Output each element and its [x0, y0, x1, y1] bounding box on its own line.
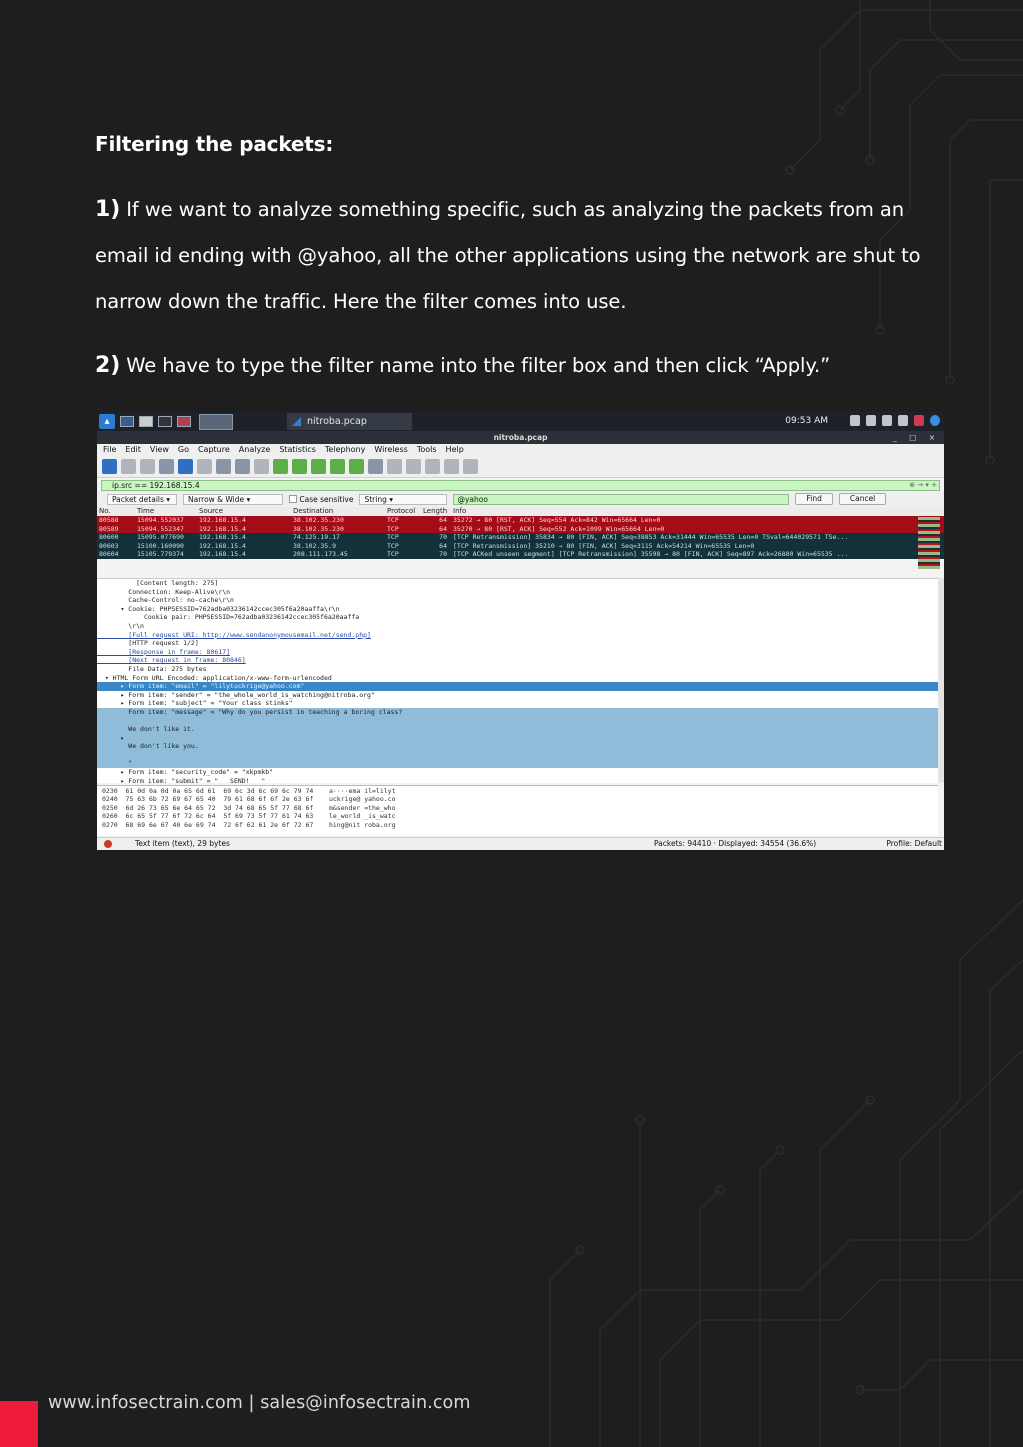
cancel-button[interactable]: Cancel	[839, 493, 886, 505]
menu-item-capture[interactable]: Capture	[197, 445, 230, 454]
detail-line[interactable]: Cache-Control: no-cache\r\n	[97, 596, 234, 605]
packet-cell-len: 64	[439, 541, 447, 550]
packet-cell-src: 192.168.15.4	[199, 550, 246, 558]
column-header[interactable]: Length	[423, 507, 448, 515]
detail-line[interactable]: File Data: 275 bytes	[97, 664, 207, 673]
menu-item-edit[interactable]: Edit	[125, 445, 141, 454]
find-type-value: String	[364, 494, 387, 504]
menu-item-telephony[interactable]: Telephony	[324, 445, 366, 454]
packet-list	[97, 516, 944, 559]
go-forward-icon[interactable]	[292, 459, 307, 474]
find-width-select[interactable]: Narrow & Wide ▾	[183, 494, 283, 505]
file-manager-icon[interactable]	[139, 416, 153, 427]
capture-options-icon[interactable]	[159, 459, 174, 474]
zoom-out-icon[interactable]	[425, 459, 440, 474]
packet-cell-src: 192.168.15.4	[199, 516, 246, 524]
packet-cell-no: 80600	[99, 533, 119, 541]
detail-line	[97, 717, 938, 726]
section-heading: Filtering the packets:	[95, 132, 334, 156]
detail-line[interactable]: [Response in frame: 80617]	[97, 647, 231, 656]
packet-minimap[interactable]	[918, 517, 940, 569]
stop-capture-icon[interactable]	[121, 459, 136, 474]
packet-cell-info: 35270 → 80 [RST, ACK] Seq=552 Ack=1099 Win=65664 Len=0	[453, 524, 665, 533]
packet-cell-info: 35272 → 80 [RST, ACK] Seq=554 Ack=842 Win=65664 Len=0	[453, 516, 661, 524]
packet-cell-time: 15100.160090	[137, 541, 184, 550]
packet-cell-dst: 38.102.35.9	[293, 541, 337, 550]
main-toolbar	[97, 456, 944, 478]
packet-cell-time: 15105.779374	[137, 550, 184, 558]
notification-bell-icon[interactable]	[882, 415, 892, 426]
packet-cell-len: 70	[439, 550, 447, 558]
packet-cell-proto: TCP	[387, 516, 399, 524]
packet-cell-dst: 74.125.19.17	[293, 533, 340, 541]
packet-cell-proto: TCP	[387, 541, 399, 550]
column-header[interactable]: Destination	[293, 507, 334, 515]
packet-cell-len: 70	[439, 533, 447, 541]
packet-row[interactable]	[97, 516, 944, 525]
display-filter-input[interactable]	[101, 480, 940, 491]
detail-line[interactable]: Cookie pair: PHPSESSID=762adba03236142ccec305f6a20aaffa	[97, 613, 360, 622]
menu-item-file[interactable]: File	[103, 445, 117, 454]
packet-cell-info: [TCP ACKed unseen segment] [TCP Retransmission] 35598 → 80 [FIN, ACK] Seq=897 Ack=26880 Win=65535 ...	[453, 550, 849, 558]
packet-cell-proto: TCP	[387, 550, 399, 558]
step-number-1: 1)	[95, 197, 121, 222]
autoscroll-icon[interactable]	[368, 459, 383, 474]
wireshark-screenshot	[97, 412, 944, 850]
save-file-icon[interactable]	[197, 459, 212, 474]
system-tray	[850, 415, 940, 426]
resize-columns-icon[interactable]	[463, 459, 478, 474]
clock: 09:53 AM	[785, 416, 828, 426]
last-packet-icon[interactable]	[349, 459, 364, 474]
step-number-2: 2)	[95, 353, 121, 378]
packet-cell-dst: 208.111.173.45	[293, 550, 348, 558]
packet-details-pane	[97, 578, 938, 783]
detail-line: Form item: "message" = "Why do you persist in teaching a boring class?	[97, 707, 403, 716]
power-icon[interactable]	[930, 415, 940, 426]
volume-icon[interactable]	[866, 415, 876, 426]
packet-cell-time: 15094.552347	[137, 524, 184, 533]
find-scope-value: Packet details	[112, 494, 164, 504]
packet-row[interactable]	[97, 550, 944, 559]
display-icon[interactable]	[850, 415, 860, 426]
find-bar	[97, 491, 944, 507]
find-width-value: Narrow & Wide	[188, 494, 245, 504]
close-file-icon[interactable]	[216, 459, 231, 474]
packet-cell-info: [TCP Retransmission] 35210 → 80 [FIN, ACK] Seq=3115 Ack=54214 Win=65535 Len=0	[453, 541, 755, 550]
status-left-text: Text item (text), 29 bytes	[135, 839, 230, 848]
packet-cell-no: 80603	[99, 541, 119, 550]
taskbar-window-button[interactable]	[287, 413, 412, 430]
packet-cell-time: 15094.552037	[137, 516, 184, 524]
column-header[interactable]: Protocol	[387, 507, 416, 515]
packet-cell-no: 80588	[99, 516, 119, 524]
footer-contact: www.infosectrain.com | sales@infosectrain.com	[48, 1393, 471, 1413]
find-button[interactable]: Find	[795, 493, 832, 505]
detail-line[interactable]: \r\n	[97, 621, 144, 630]
detail-line[interactable]: [Next request in frame: 80846]	[97, 656, 246, 665]
column-header[interactable]: Source	[199, 507, 224, 515]
find-search-input[interactable]: @yahoo	[453, 494, 789, 505]
zoom-normal-icon[interactable]	[444, 459, 459, 474]
detail-line[interactable]: [Content length: 275]	[97, 579, 219, 587]
active-workspace[interactable]	[199, 414, 233, 430]
colorize-icon[interactable]	[387, 459, 402, 474]
menu-item-go[interactable]: Go	[177, 445, 189, 454]
detail-line[interactable]: ▾ Cookie: PHPSESSID=762adba03236142ccec305f6a20aaffa\r\n	[97, 604, 340, 613]
display-filter-value: ip.src == 192.168.15.4	[112, 481, 200, 490]
zoom-in-icon[interactable]	[406, 459, 421, 474]
menu-item-analyze[interactable]: Analyze	[238, 445, 271, 454]
packet-cell-src: 192.168.15.4	[199, 533, 246, 541]
column-header[interactable]: Info	[453, 507, 467, 515]
packet-cell-dst: 38.102.35.230	[293, 516, 344, 524]
detail-line[interactable]: [Full request URI: http://www.sendanonymousemail.net/send.php]	[97, 630, 371, 639]
packet-cell-src: 192.168.15.4	[199, 541, 246, 550]
hex-row[interactable]: 0240 75 63 6b 72 69 67 65 40 79 61 68 6f 6f 2e 63 6f uckrige@ yahoo.co	[102, 795, 396, 804]
taskbar-window-label: nitroba.pcap	[307, 416, 367, 427]
checkbox-icon[interactable]	[289, 495, 297, 503]
detail-line[interactable]: ▸ Form item: "subject" = "Your class stinks"	[97, 699, 293, 708]
detail-line[interactable]: ▸ Form item: "security_code" = "xkpmkb"	[97, 768, 274, 777]
expert-info-icon[interactable]	[104, 840, 112, 848]
menu-item-statistics[interactable]: Statistics	[279, 445, 316, 454]
go-back-icon[interactable]	[273, 459, 288, 474]
packet-cell-time: 15095.077690	[137, 533, 184, 541]
filter-apply-icon[interactable]: ⊗ → ▾ +	[909, 481, 937, 489]
detail-line[interactable]: [HTTP request 1/2]	[97, 639, 199, 648]
detail-line[interactable]: ▸ Form item: "email" = "lilytuckrige@yahoo.com"	[97, 682, 938, 691]
desktop-taskbar	[97, 412, 944, 431]
detail-line[interactable]: ▸ Form item: "sender" = "the_whole_world_is_watching@nitroba.org"	[97, 690, 375, 699]
packet-cell-proto: TCP	[387, 524, 399, 533]
details-scrollbar[interactable]	[938, 578, 944, 783]
reload-file-icon[interactable]	[235, 459, 250, 474]
packet-cell-len: 64	[439, 524, 447, 533]
packet-cell-proto: TCP	[387, 533, 399, 541]
terminal-icon[interactable]	[158, 416, 172, 427]
hex-row[interactable]: 0230 61 0d 0a 0d 0a 65 6d 61 69 6c 3d 6c 69 6c 79 74 a····ema il=lilyt	[102, 787, 396, 795]
detail-line[interactable]: ▾ HTML Form URL Encoded: application/x-www-form-urlencoded	[97, 673, 332, 682]
start-capture-icon[interactable]	[102, 459, 117, 474]
app-icon[interactable]	[177, 416, 191, 427]
window-titlebar	[97, 431, 944, 444]
packet-count-text: Packets: 94410 · Displayed: 34554 (36.6%)	[654, 839, 817, 848]
window-title: nitroba.pcap	[493, 433, 548, 442]
detail-line: We don't like you.	[97, 742, 199, 751]
first-packet-icon[interactable]	[330, 459, 345, 474]
packet-row[interactable]	[97, 542, 944, 551]
detail-line: "	[97, 759, 133, 768]
open-file-icon[interactable]	[178, 459, 193, 474]
packet-cell-src: 192.168.15.4	[199, 524, 246, 533]
brand-red-block	[0, 1401, 38, 1447]
battery-icon[interactable]	[898, 415, 908, 426]
detail-line[interactable]: Connection: Keep-Alive\r\n	[97, 587, 231, 596]
packet-cell-info: [TCP Retransmission] 35834 → 80 [FIN, ACK] Seq=38853 Ack=31444 Win=65535 Len=0 TSval=644029571 TSe...	[453, 533, 849, 541]
wireshark-fin-icon	[292, 417, 301, 426]
window-controls[interactable]: _ □ ×	[893, 433, 940, 442]
workspace-icon[interactable]	[120, 416, 134, 427]
column-header[interactable]: Time	[137, 507, 155, 515]
status-bar	[97, 837, 944, 850]
find-scope-select[interactable]: Packet details ▾	[107, 494, 177, 505]
menu-item-help[interactable]: Help	[445, 445, 464, 454]
packet-list-header	[97, 507, 944, 516]
go-to-packet-icon[interactable]	[311, 459, 326, 474]
packet-cell-no: 80589	[99, 524, 119, 533]
app-launcher-icon[interactable]: ▴	[99, 414, 115, 429]
hex-row[interactable]: 0260 6c 65 5f 77 6f 72 6c 64 5f 69 73 5f 77 61 74 63 le_world _is_watc	[102, 812, 396, 821]
lock-icon[interactable]	[914, 415, 924, 426]
menu-item-wireless[interactable]: Wireless	[374, 445, 408, 454]
case-sensitive-checkbox[interactable]	[289, 495, 353, 504]
packet-cell-dst: 38.102.35.230	[293, 524, 344, 533]
menu-item-view[interactable]: View	[149, 445, 169, 454]
profile-text[interactable]: Profile: Default	[886, 839, 942, 848]
paragraph-1	[95, 187, 955, 325]
find-packet-icon[interactable]	[254, 459, 269, 474]
menu-bar	[97, 444, 944, 456]
detail-line: We don't like it.	[97, 725, 195, 734]
hex-row[interactable]: 0250 6d 26 73 65 6e 64 65 72 3d 74 68 65 5f 77 68 6f m&sender =the_who	[102, 803, 396, 812]
packet-cell-len: 64	[439, 516, 447, 524]
detail-line	[97, 751, 938, 760]
paragraph-2	[95, 343, 955, 389]
packet-cell-no: 80604	[99, 550, 119, 558]
hex-row[interactable]: 0270 68 69 6e 67 40 6e 69 74 72 6f 62 61 2e 6f 72 67 hing@nit roba.org	[102, 820, 396, 829]
find-type-select[interactable]: String ▾	[359, 494, 447, 505]
menu-item-tools[interactable]: Tools	[416, 445, 437, 454]
detail-line[interactable]: ▸ Form item: "submit" = " SEND! "	[97, 776, 266, 783]
case-sensitive-label: Case sensitive	[299, 494, 354, 504]
column-header[interactable]: No.	[99, 507, 111, 515]
message-form-item[interactable]	[97, 708, 938, 768]
packet-row[interactable]	[97, 533, 944, 542]
paragraph-2-text: We have to type the filter name into the filter box and then click “Apply.”	[120, 354, 831, 377]
paragraph-1-text: If we want to analyze something specific, such as analyzing the packets from an email id ending with @yahoo, all the other applications using the network are shut to narrow down the traffic. Here the filter comes into use.	[95, 198, 921, 313]
detail-line: ▸	[97, 733, 125, 742]
restart-capture-icon[interactable]	[140, 459, 155, 474]
packet-row[interactable]	[97, 525, 944, 534]
packet-bytes-pane	[97, 785, 938, 836]
